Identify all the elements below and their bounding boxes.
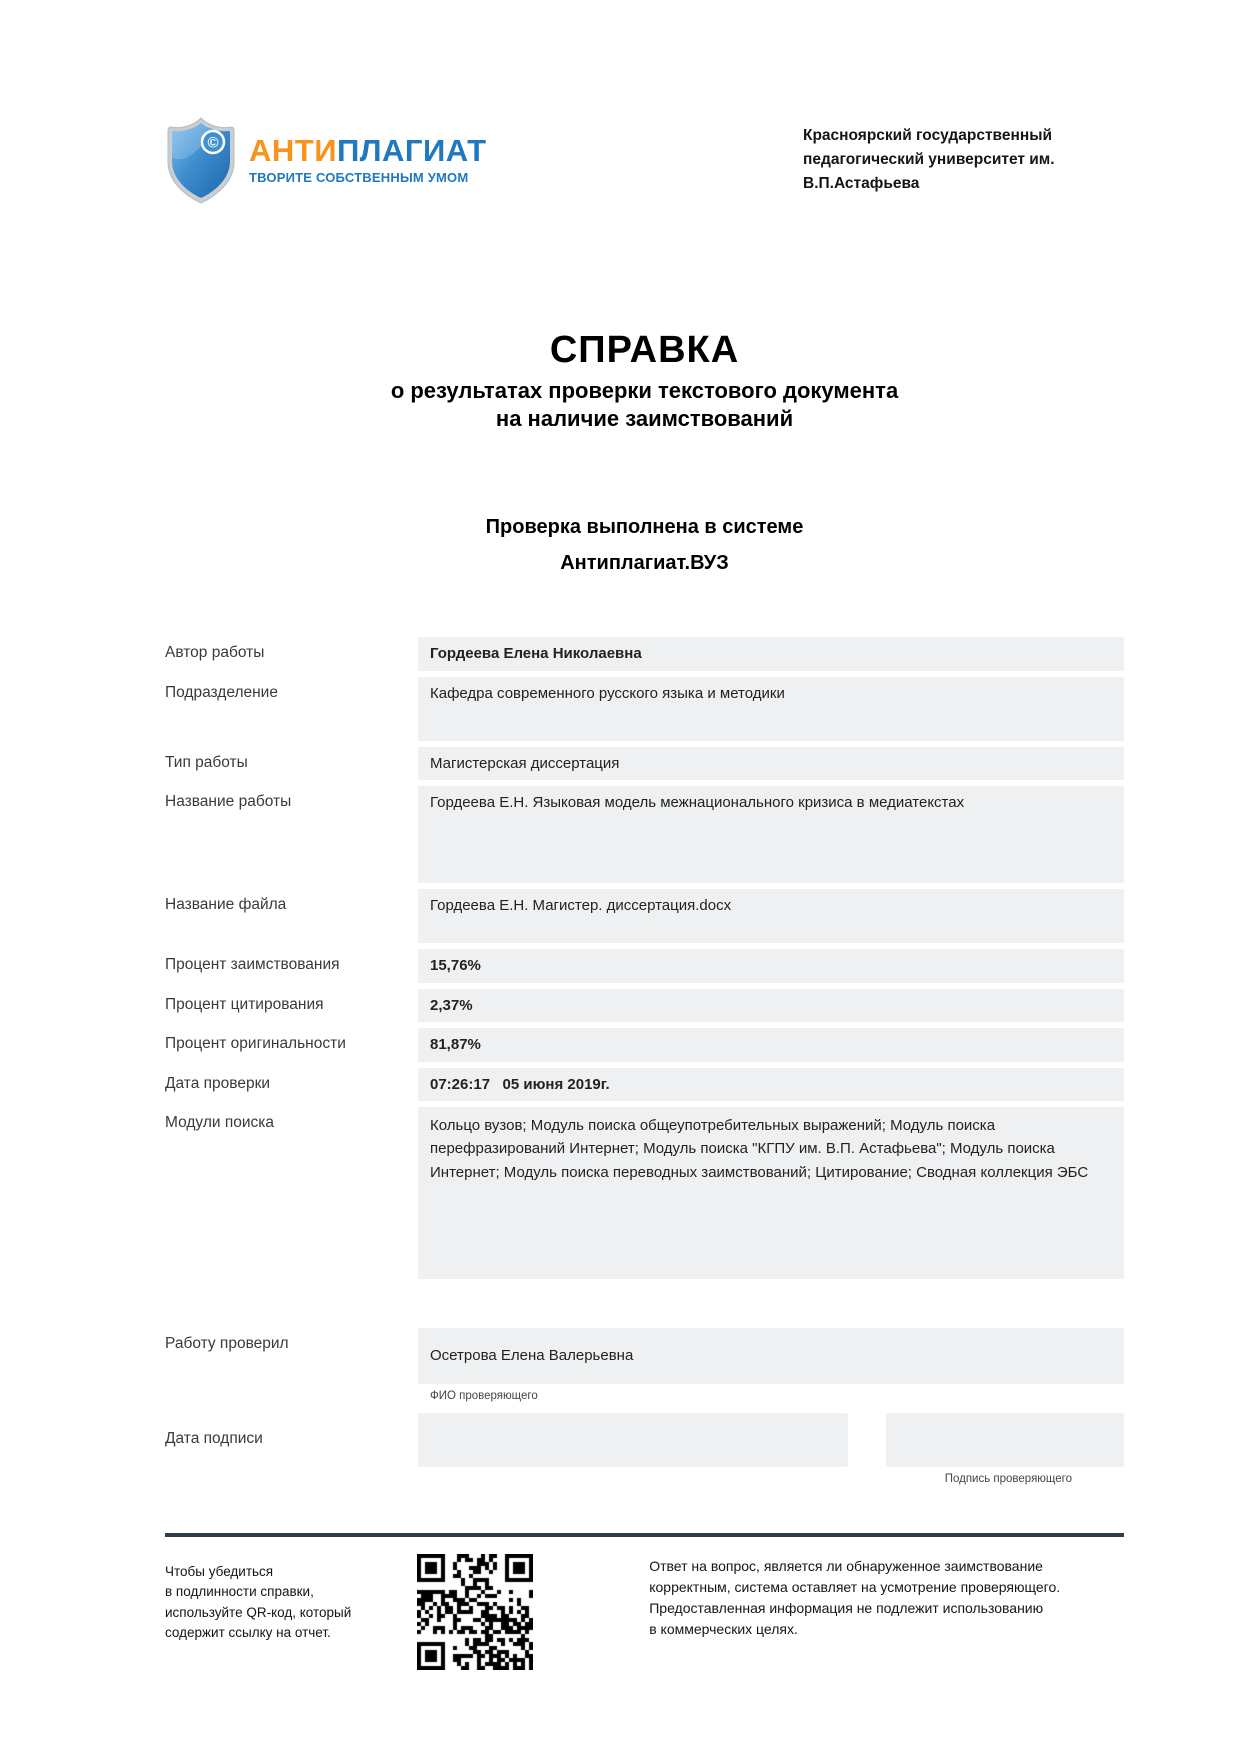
signature-date-box <box>418 1413 848 1467</box>
field-label-search-modules: Модули поиска <box>165 1114 274 1131</box>
system-statement <box>165 509 1124 581</box>
field-value-originality-percent: 81,87% <box>418 1028 1124 1062</box>
field-value-check-date: 07:26:17 05 июня 2019г. <box>418 1068 1124 1102</box>
field-value-citation-percent: 2,37% <box>418 989 1124 1023</box>
field-label-work-title: Название работы <box>165 793 292 810</box>
system-line: Проверка выполнена в системе <box>485 516 804 538</box>
fio-caption: ФИО проверяющего <box>430 1390 538 1402</box>
field-label-citation-percent: Процент цитирования <box>165 995 324 1013</box>
table-row <box>165 1107 1124 1279</box>
table-row <box>165 786 1124 883</box>
disclaimer-line: Ответ на вопрос, является ли обнаруженное заимствование <box>649 1558 1043 1574</box>
signature-box <box>886 1413 1124 1467</box>
table-row <box>165 949 1124 983</box>
page-subtitle <box>165 377 1124 433</box>
university-line: Красноярский государственный <box>803 127 1052 144</box>
university-line: педагогический университет им. <box>803 151 1055 169</box>
brand-plagiat: ПЛАГИАТ <box>337 133 487 168</box>
disclaimer-line: Предоставленная информация не подлежит использованию <box>649 1600 1044 1616</box>
field-value-borrowing-percent: 15,76% <box>418 949 1124 983</box>
table-row <box>165 747 1124 781</box>
qr-hint-line: используйте QR-код, который <box>165 1604 352 1620</box>
field-label-file-name: Название файла <box>165 896 287 913</box>
page-title: СПРАВКА <box>549 329 740 371</box>
field-value-file-name: Гордеева Е.Н. Магистер. диссертация.docx <box>418 889 1124 943</box>
fields-table <box>165 637 1124 1485</box>
field-label-borrowing-percent: Процент заимствования <box>165 956 340 973</box>
qr-hint-text <box>165 1554 417 1670</box>
table-row <box>165 637 1124 671</box>
field-label-work-type: Тип работы <box>165 753 248 771</box>
qr-hint-line: Чтобы убедиться <box>165 1564 274 1579</box>
qr-code <box>417 1554 533 1670</box>
subtitle-line: на наличие заимствований <box>495 406 794 431</box>
table-row <box>165 677 1124 741</box>
qr-hint-line: содержит ссылку на отчет. <box>165 1624 331 1640</box>
disclaimer-text <box>649 1554 1124 1670</box>
field-value-work-type: Магистерская диссертация <box>418 747 1124 781</box>
brand-anti: АНТИ <box>249 133 337 168</box>
field-label-department: Подразделение <box>165 683 278 701</box>
signature-caption: Подпись проверяющего <box>944 1473 1072 1485</box>
field-value-author: Гордеева Елена Николаевна <box>418 637 1124 671</box>
table-row <box>165 889 1124 943</box>
footer <box>165 1554 1124 1670</box>
field-label-author: Автор работы <box>165 644 265 661</box>
disclaimer-line: корректным, система оставляет на усмотрение проверяющего. <box>649 1579 1061 1595</box>
field-label-checked-by: Работу проверил <box>165 1335 289 1352</box>
brand-wordmark <box>249 115 487 207</box>
field-label-signature-date: Дата подписи <box>165 1430 263 1447</box>
table-row <box>165 1028 1124 1062</box>
field-label-originality-percent: Процент оригинальности <box>165 1035 346 1052</box>
field-value-checked-by: Осетрова Елена Валерьевна <box>418 1328 1124 1384</box>
divider-rule <box>165 1533 1124 1537</box>
university-name <box>803 124 1123 196</box>
field-value-department: Кафедра современного русского языка и методики <box>418 677 1124 741</box>
table-row <box>165 1328 1124 1384</box>
field-value-search-modules: Кольцо вузов; Модуль поиска общеупотребительных выражений; Модуль поиска перефразирований Интернет; Модуль поиска "КГПУ им. В.П. Астафьева"; Модуль поиска Интернет; Модуль поиска переводных заимствований; Цитирование; Сводная коллекция ЭБС <box>418 1107 1124 1279</box>
table-row <box>165 989 1124 1023</box>
field-label-check-date: Дата проверки <box>165 1074 271 1092</box>
signature-row <box>165 1413 1124 1467</box>
antiplagiat-logo <box>163 115 487 207</box>
subtitle-line: о результатах проверки текстового документа <box>390 378 899 403</box>
shield-logo-icon <box>163 115 239 207</box>
field-value-work-title: Гордеева Е.Н. Языковая модель межнационального кризиса в медиатекстах <box>418 786 1124 883</box>
table-row <box>165 1068 1124 1102</box>
university-line: В.П.Астафьева <box>803 175 920 193</box>
brand-tagline: ТВОРИТЕ СОБСТВЕННЫМ УМОМ <box>249 170 469 185</box>
copyright-symbol: © <box>207 134 219 152</box>
qr-hint-line: в подлинности справки, <box>165 1584 314 1600</box>
system-line: Антиплагиат.ВУЗ <box>560 552 729 574</box>
disclaimer-line: в коммерческих целях. <box>649 1621 798 1637</box>
